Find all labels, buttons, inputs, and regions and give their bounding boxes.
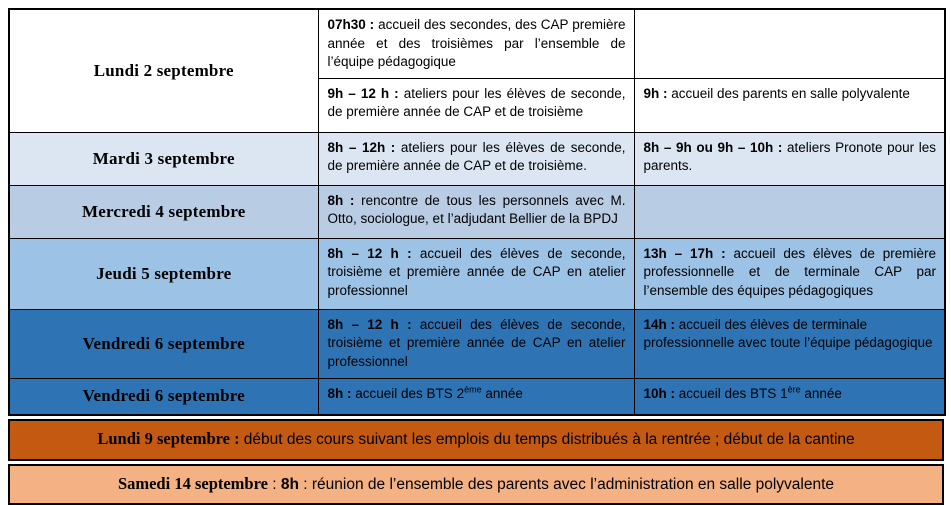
row-mardi-3 bbox=[9, 132, 945, 185]
banner-time-label: 8h bbox=[280, 475, 299, 493]
schedule-cell bbox=[318, 185, 634, 238]
time-label: 8h : bbox=[327, 192, 355, 208]
time-label: 8h – 12 h : bbox=[327, 316, 412, 332]
row-jeudi-5 bbox=[9, 238, 945, 309]
time-label: 13h – 17h : bbox=[643, 245, 726, 261]
banner-text: réunion de l’ensemble des parents avec l’administration en salle polyvalente bbox=[311, 475, 835, 493]
date-cell-lundi-2: Lundi 2 septembre bbox=[9, 9, 318, 132]
time-label: 10h : bbox=[643, 385, 676, 401]
row-vendredi-6a bbox=[9, 309, 945, 378]
schedule-cell bbox=[634, 378, 945, 415]
time-label: 9h – 12 h : bbox=[327, 85, 399, 101]
banner-date: Lundi 9 septembre bbox=[97, 429, 230, 448]
schedule-cell bbox=[318, 238, 634, 309]
schedule-cell bbox=[634, 238, 945, 309]
time-label: 8h – 12h : bbox=[327, 139, 396, 155]
schedule-text: ateliers Pronote pour les parents. bbox=[643, 139, 936, 174]
schedule-text: accueil des élèves de seconde, troisième et première année de CAP en atelier professionnel bbox=[327, 316, 626, 369]
schedule-text: année bbox=[800, 385, 842, 401]
schedule-cell bbox=[634, 309, 945, 378]
schedule-cell bbox=[318, 309, 634, 378]
rentree-schedule-table bbox=[8, 8, 946, 416]
schedule-text: accueil des élèves de seconde, troisième et première année de CAP en atelier professionnel bbox=[327, 245, 626, 298]
schedule-text: accueil des BTS 1 bbox=[675, 385, 788, 401]
schedule-text: ateliers pour les élèves de seconde, de première année de CAP et de troisième bbox=[327, 85, 626, 120]
banner-separator: : bbox=[298, 475, 312, 493]
banner-text: début des cours suivant les emplois du temps distribués à la rentrée ; début de la cantine bbox=[243, 431, 855, 448]
row-mercredi-4 bbox=[9, 185, 945, 238]
schedule-text: rencontre de tous les personnels avec M. Otto, sociologue, et l’adjudant Bellier de la BPDJ bbox=[327, 192, 626, 227]
date-cell-mardi-3: Mardi 3 septembre bbox=[9, 132, 318, 185]
schedule-text: accueil des secondes, des CAP première année et des troisièmes par l’ensemble de l’équipe pédagogique bbox=[327, 17, 626, 70]
date-cell-jeudi-5: Jeudi 5 septembre bbox=[9, 238, 318, 309]
time-label: 14h : bbox=[643, 316, 676, 332]
schedule-cell bbox=[634, 132, 945, 185]
date-cell-mercredi-4: Mercredi 4 septembre bbox=[9, 185, 318, 238]
banner-lundi-9 bbox=[8, 419, 944, 461]
row-vendredi-6b bbox=[9, 378, 945, 415]
banner-separator: : bbox=[267, 475, 281, 493]
ordinal-superscript: ème bbox=[464, 384, 482, 394]
ordinal-superscript: ère bbox=[787, 384, 801, 394]
schedule-text: ateliers pour les élèves de seconde, de première année de CAP et de troisième. bbox=[327, 139, 626, 174]
date-cell-vendredi-6b: Vendredi 6 septembre bbox=[9, 378, 318, 415]
banner-samedi-14 bbox=[8, 464, 944, 505]
banner-date: Samedi 14 septembre bbox=[117, 473, 268, 493]
schedule-text: accueil des élèves de première professionnelle et de terminale CAP par l’ensemble des équipes pédagogiques bbox=[643, 245, 936, 298]
time-label: 07h30 : bbox=[327, 17, 375, 32]
date-cell-vendredi-6a: Vendredi 6 septembre bbox=[9, 309, 318, 378]
schedule-cell bbox=[318, 132, 634, 185]
schedule-cell-empty bbox=[634, 9, 945, 78]
schedule-text: accueil des élèves de terminale professionnelle avec toute l’équipe pédagogique bbox=[643, 316, 933, 351]
time-label: 8h – 12 h : bbox=[327, 245, 412, 261]
time-label: 9h : bbox=[643, 85, 668, 101]
time-label: 8h – 9h ou 9h – 10h : bbox=[643, 139, 783, 155]
schedule-cell bbox=[318, 78, 634, 132]
schedule-cell bbox=[318, 378, 634, 415]
schedule-cell-empty bbox=[634, 185, 945, 238]
time-label: 8h : bbox=[327, 385, 352, 401]
schedule-cell bbox=[634, 78, 945, 132]
schedule-text: accueil des parents en salle polyvalente bbox=[667, 85, 910, 101]
row-lundi-2 bbox=[9, 9, 945, 78]
schedule-text: année bbox=[481, 385, 523, 401]
schedule-cell bbox=[318, 9, 634, 78]
schedule-text: accueil des BTS 2 bbox=[351, 385, 465, 401]
banner-separator: : bbox=[230, 429, 244, 448]
